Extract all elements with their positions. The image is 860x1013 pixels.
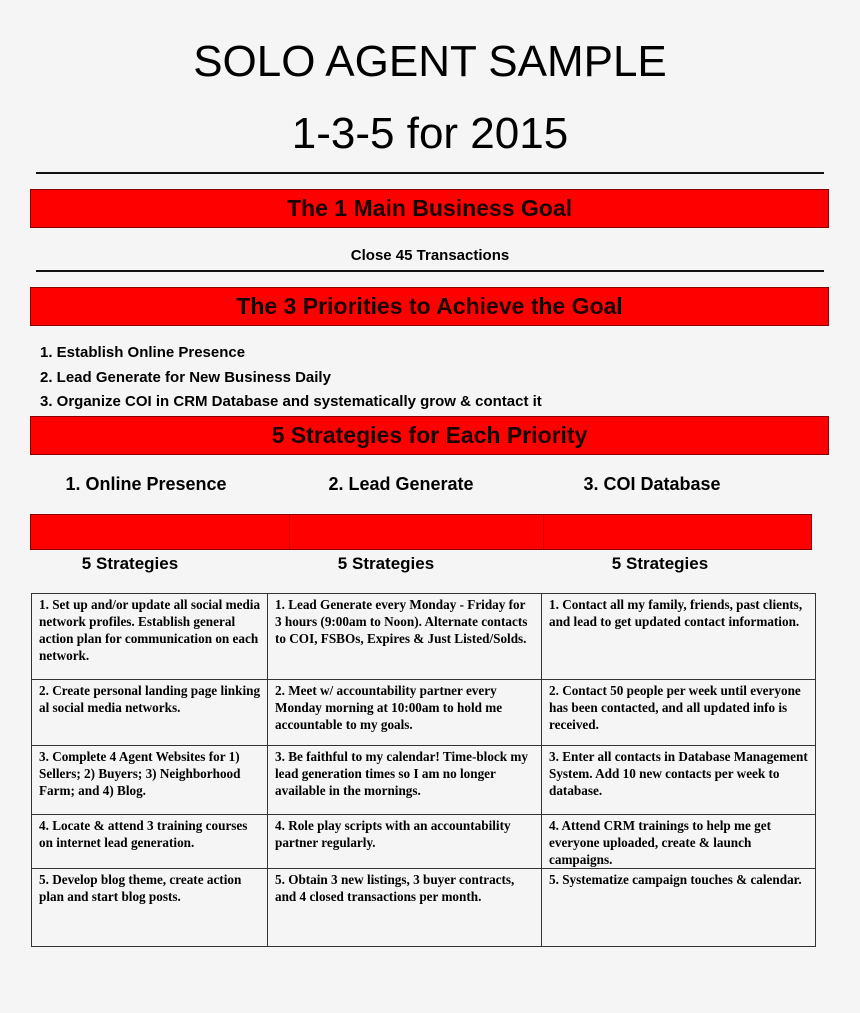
strategies-table [31, 593, 816, 947]
priority-item: 2. Lead Generate for New Business Daily [40, 368, 331, 386]
column-title-online-presence: 1. Online Presence [65, 474, 227, 494]
column-strategies-label: 5 Strategies [337, 554, 435, 573]
priority-item: 3. Organize COI in CRM Database and systematically grow & contact it [40, 393, 542, 410]
table-cell: 3. Enter all contacts in Database Management System. Add 10 new contacts per week to database. [542, 746, 816, 815]
priorities-list [40, 341, 542, 415]
column-strategies-label: 5 Strategies [81, 554, 179, 573]
table-cell: 5. Systematize campaign touches & calendar. [542, 869, 816, 947]
priorities-heading: The 3 Priorities to Achieve the Goal [30, 287, 829, 326]
column-color-cell [31, 515, 290, 549]
table-cell: 3. Complete 4 Agent Websites for 1) Sellers; 2) Buyers; 3) Neighborhood Farm; and 4) Blog. [32, 746, 268, 815]
strategies-heading: 5 Strategies for Each Priority [30, 416, 829, 455]
table-cell: 4. Attend CRM trainings to help me get everyone uploaded, create & launch campaigns. [542, 815, 816, 869]
goal-text: Close 45 Transactions [350, 247, 510, 264]
table-row [32, 869, 816, 947]
table-row [32, 594, 816, 680]
divider [36, 172, 824, 174]
column-color-cell [544, 515, 811, 549]
page-title: SOLO AGENT SAMPLE [193, 37, 667, 86]
table-cell: 2. Meet w/ accountability partner every Monday morning at 10:00am to hold me accountable to my goals. [268, 680, 542, 746]
page-subtitle: 1-3-5 for 2015 [291, 109, 569, 158]
table-row [32, 746, 816, 815]
table-cell: 5. Obtain 3 new listings, 3 buyer contracts, and 4 closed transactions per month. [268, 869, 542, 947]
table-cell: 2. Contact 50 people per week until everyone has been contacted, and all updated info is received. [542, 680, 816, 746]
column-color-cell [290, 515, 544, 549]
table-row [32, 815, 816, 869]
column-title-lead-generate: 2. Lead Generate [328, 474, 474, 494]
table-cell: 2. Create personal landing page linking al social media networks. [32, 680, 268, 746]
table-cell: 5. Develop blog theme, create action plan and start blog posts. [32, 869, 268, 947]
column-strategies-label: 5 Strategies [611, 554, 709, 573]
table-cell: 1. Set up and/or update all social media network profiles. Establish general action plan for communication on each network. [32, 594, 268, 680]
table-cell: 4. Locate & attend 3 training courses on internet lead generation. [32, 815, 268, 869]
table-cell: 1. Lead Generate every Monday - Friday for 3 hours (9:00am to Noon). Alternate contacts to COI, FSBOs, Expires & Just Listed/Solds. [268, 594, 542, 680]
column-title-coi-database: 3. COI Database [583, 474, 721, 494]
table-cell: 4. Role play scripts with an accountability partner regularly. [268, 815, 542, 869]
table-cell: 3. Be faithful to my calendar! Time-block my lead generation times so I am no longer available in the mornings. [268, 746, 542, 815]
column-color-bar [30, 514, 812, 550]
table-cell: 1. Contact all my family, friends, past clients, and lead to get updated contact information. [542, 594, 816, 680]
table-row [32, 680, 816, 746]
goal-heading: The 1 Main Business Goal [30, 189, 829, 228]
divider [36, 270, 824, 272]
priority-item: 1. Establish Online Presence [40, 344, 246, 361]
